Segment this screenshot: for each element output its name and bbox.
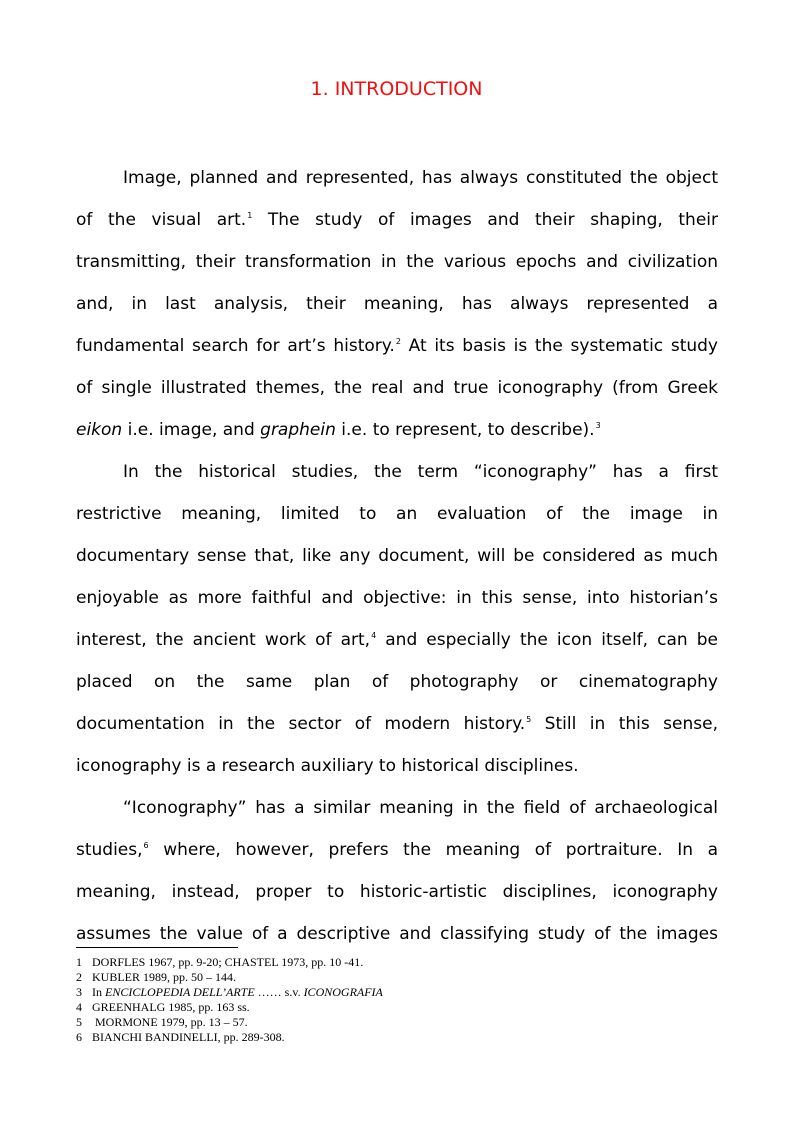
text-run: …… s.v.: [254, 985, 304, 999]
text-line: [76, 577, 718, 619]
text-line-content: [76, 493, 718, 535]
text-line: [76, 493, 718, 535]
footnote-separator: [76, 947, 238, 948]
text-line: [76, 241, 718, 283]
text-line: [76, 535, 718, 577]
footnote-item: [76, 1000, 718, 1015]
italic-text: graphein: [260, 420, 336, 440]
text-run: fundamental search for art’s history.: [76, 336, 395, 356]
text-line: [76, 661, 718, 703]
footnotes: [76, 955, 718, 1045]
text-run: and, in last analysis, their meaning, has always represented a: [76, 294, 718, 314]
text-line-content: [123, 451, 718, 493]
footnote-ref: 6: [143, 841, 149, 850]
text-line: [76, 157, 718, 199]
text-run: documentary sense that, like any document, will be considered as much: [76, 546, 718, 566]
text-run: interest, the ancient work of art,: [76, 630, 371, 650]
text-run: i.e. image, and: [122, 420, 261, 440]
text-line: [76, 451, 718, 493]
text-line: [76, 703, 718, 745]
text-run: The study of images and their shaping, their: [252, 210, 718, 230]
text-line-content: [76, 871, 718, 913]
text-run: In the historical studies, the term “iconography” has a first: [123, 462, 718, 482]
footnote-number: 2: [76, 970, 82, 984]
footnote-text: [92, 985, 383, 999]
footnote-item: [76, 985, 718, 1000]
text-line-content: [76, 619, 718, 661]
text-run: GREENHALG 1985, pp. 163 ss.: [92, 1000, 250, 1014]
text-line: [76, 409, 718, 451]
text-line-content: [76, 829, 718, 871]
text-line-content: [76, 199, 718, 241]
text-line-content: [76, 745, 718, 787]
text-line: [76, 283, 718, 325]
footnote-item: [76, 955, 718, 970]
section-heading: 1. INTRODUCTION: [310, 78, 483, 100]
text-line: [76, 325, 718, 367]
text-line-content: [76, 325, 718, 367]
text-run: Still in this sense,: [531, 714, 718, 734]
text-run: meaning, instead, proper to historic-artistic disciplines, iconography: [76, 882, 718, 902]
italic-text: eikon: [76, 420, 123, 440]
italic-text: ENCICLOPEDIA DELL’ARTE: [105, 985, 255, 999]
text-line: [76, 871, 718, 913]
text-run: of single illustrated themes, the real and true iconography (from Greek: [76, 378, 718, 398]
footnote-number: 5: [76, 1015, 82, 1029]
text-run: In: [92, 985, 105, 999]
text-run: Image, planned and represented, has always constituted the object: [123, 168, 718, 188]
italic-text: ICONOGRAFIA: [303, 985, 383, 999]
footnote-ref: 1: [247, 211, 253, 220]
text-line-content: [76, 661, 718, 703]
footnote-ref: 2: [395, 337, 401, 346]
footnote-item: [76, 970, 718, 985]
text-run: assumes the value of a descriptive and classifying study of the images: [76, 924, 718, 944]
footnote-ref: 5: [526, 715, 532, 724]
text-run: “Iconography” has a similar meaning in the field of archaeological: [123, 798, 718, 818]
footnote-text: [92, 955, 363, 969]
text-line: [76, 745, 718, 787]
text-run: i.e. to represent, to describe).: [335, 420, 595, 440]
text-run: enjoyable as more faithful and objective: in this sense, into historian’s: [76, 588, 718, 608]
text-line: [76, 829, 718, 871]
text-line: [76, 367, 718, 409]
text-run: MORMONE 1979, pp. 13 – 57.: [92, 1015, 248, 1029]
text-run: placed on the same plan of photography or cinematography: [76, 672, 718, 692]
text-line-content: [76, 703, 718, 745]
text-line-content: [76, 367, 718, 409]
footnote-item: [76, 1015, 718, 1030]
text-line: [76, 787, 718, 829]
text-line-content: [76, 535, 718, 577]
footnote-number: 4: [76, 1000, 82, 1014]
text-run: and especially the icon itself, can be: [376, 630, 719, 650]
footnote-ref: 4: [371, 631, 377, 640]
body-text: [76, 157, 718, 955]
footnote-ref: 3: [595, 421, 601, 430]
text-line-content: [76, 913, 718, 955]
text-run: studies,: [76, 840, 143, 860]
text-line-content: [123, 787, 718, 829]
footnote-text: [92, 970, 236, 984]
text-run: restrictive meaning, limited to an evaluation of the image in: [76, 504, 718, 524]
text-line: [76, 913, 718, 955]
text-line-content: [123, 157, 718, 199]
text-run: of the visual art.: [76, 210, 247, 230]
text-run: iconography is a research auxiliary to historical disciplines.: [76, 756, 579, 776]
text-run: where, however, prefers the meaning of portraiture. In a: [148, 840, 718, 860]
footnote-number: 6: [76, 1030, 82, 1044]
footnote-text: [92, 1000, 250, 1014]
text-run: At its basis is the systematic study: [400, 336, 718, 356]
text-line-content: [76, 577, 718, 619]
text-run: KUBLER 1989, pp. 50 – 144.: [92, 970, 236, 984]
text-line: [76, 199, 718, 241]
text-line-content: [76, 241, 718, 283]
footnote-text: [92, 1030, 285, 1044]
text-run: documentation in the sector of modern history.: [76, 714, 526, 734]
footnote-text: [92, 1015, 248, 1029]
footnote-number: 3: [76, 985, 82, 999]
text-run: transmitting, their transformation in the various epochs and civilization: [76, 252, 718, 272]
footnote-item: [76, 1030, 718, 1045]
text-run: DORFLES 1967, pp. 9-20; CHASTEL 1973, pp. 10 -41.: [92, 955, 364, 969]
footnote-number: 1: [76, 955, 82, 969]
text-line: [76, 619, 718, 661]
text-line-content: [76, 409, 718, 451]
text-run: BIANCHI BANDINELLI, pp. 289-308.: [92, 1030, 285, 1044]
text-line-content: [76, 283, 718, 325]
